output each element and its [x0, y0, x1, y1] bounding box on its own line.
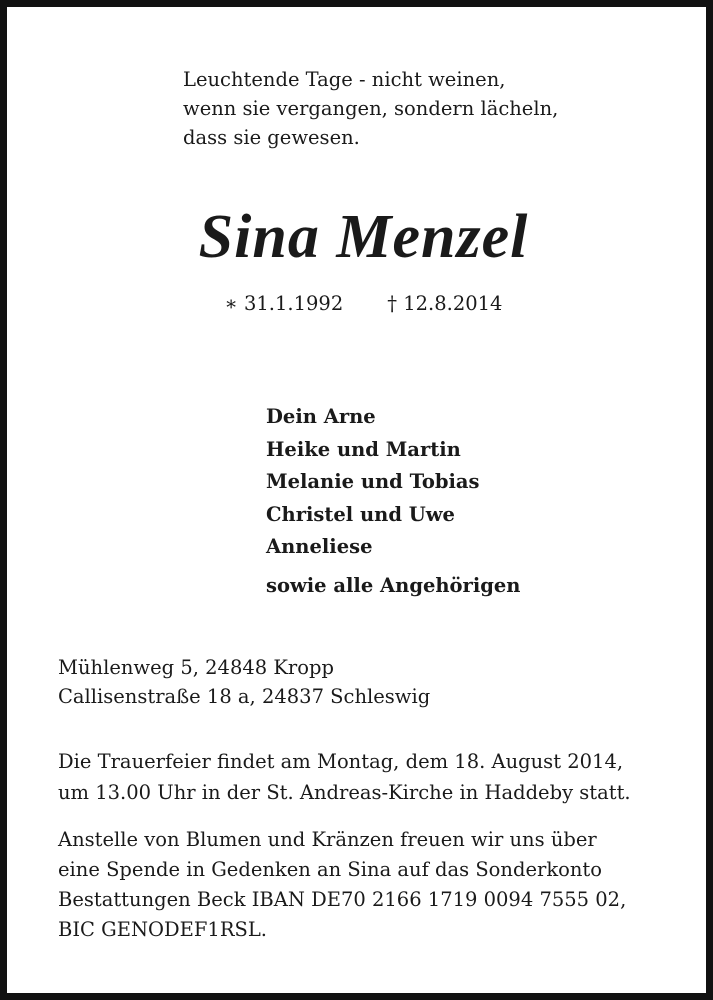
mourner-line: Heike und Martin	[266, 437, 461, 461]
mourner-line: Melanie und Tobias	[266, 470, 480, 493]
mourner-line: Dein Arne	[266, 405, 376, 428]
death-date: † 12.8.2014	[387, 292, 503, 315]
memorial-poem	[183, 65, 558, 152]
mourner-relatives-line: sowie alle Angehörigen	[266, 573, 521, 597]
mourner-line: Christel und Uwe	[266, 502, 455, 526]
service-line: Die Trauerfeier findet am Montag, dem 18. August 2014,	[58, 750, 624, 773]
birth-date: ∗ 31.1.1992	[224, 292, 344, 315]
address-line: Callisenstraße 18 a, 24837 Schleswig	[58, 685, 431, 708]
addresses	[58, 653, 430, 711]
poem-line: Leuchtende Tage - nicht weinen,	[183, 68, 506, 91]
poem-line: dass sie gewesen.	[183, 126, 360, 149]
donation-info	[58, 825, 626, 945]
donation-line: eine Spende in Gedenken an Sina auf das Sonderkonto	[58, 858, 603, 881]
life-dates	[7, 291, 713, 317]
address-line: Mühlenweg 5, 24848 Kropp	[58, 656, 334, 679]
donation-line: Anstelle von Blumen und Kränzen freuen wir uns über	[58, 828, 597, 851]
poem-line: wenn sie vergangen, sondern lächeln,	[183, 97, 559, 120]
donation-line: Bestattungen Beck IBAN DE70 2166 1719 0094 7555 02,	[58, 888, 627, 911]
funeral-service-info	[58, 746, 631, 808]
mourners-list	[266, 401, 520, 602]
mourner-line: Anneliese	[266, 535, 373, 558]
deceased-name: Sina Menzel	[198, 203, 529, 271]
service-line: um 13.00 Uhr in der St. Andreas-Kirche in Haddeby statt.	[58, 781, 631, 804]
donation-line: BIC GENODEF1RSL.	[58, 918, 268, 941]
